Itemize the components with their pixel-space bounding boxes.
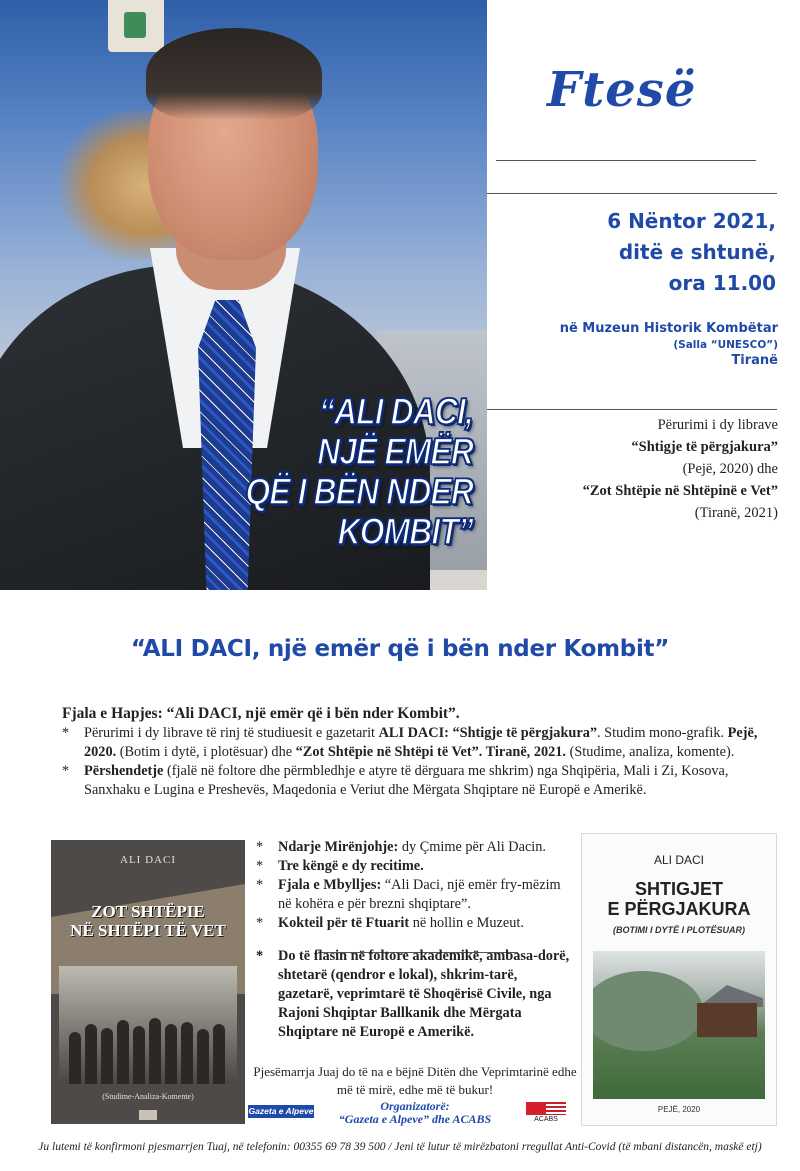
item-bold: Fjala e Mbylljes: xyxy=(278,877,382,893)
cover-author: ALI DACI xyxy=(120,854,176,866)
item-bold: Përshendetje xyxy=(84,763,164,779)
cover-title-line: ZOT SHTËPIE xyxy=(91,902,205,921)
invitation-panel xyxy=(487,0,800,590)
cover-author: ALI DACI xyxy=(653,853,704,867)
book1-info: (Pejë, 2020) dhe xyxy=(682,461,778,477)
hair xyxy=(146,28,322,120)
divider xyxy=(487,409,777,410)
item-bold: “Zot Shtëpie në Shtëpi të Vet”. Tiranë, 2021. xyxy=(295,744,566,760)
hero-quote-line2: NJË EMËR xyxy=(317,431,473,472)
list-item xyxy=(256,914,574,933)
main-headline: “ALI DACI, një emër që i bën nder Kombit” xyxy=(130,636,670,662)
cover-title-line: E PËRGJAKURA xyxy=(607,899,751,919)
book2-title: “Zot Shtëpie në Shtëpinë e Vet” xyxy=(582,483,778,499)
list-item xyxy=(256,857,574,876)
list-item xyxy=(62,724,780,762)
item-text: (Botim i dytë, i plotësuar) dhe xyxy=(116,744,296,760)
item-text: në hollin e Muzeut. xyxy=(409,915,524,931)
item-bold: Ndarje Mirënjohje: xyxy=(278,839,399,855)
hero-quote-line1: “ALI DACI, xyxy=(318,391,473,432)
bullet-icon: * xyxy=(256,948,264,964)
thanks-note: Pjesëmarrja Juaj do të na e bëjnë Ditën dhe Veprimtarinë edhe më të mirë, edhe më të bukur! xyxy=(253,1064,577,1097)
bullet-icon: * xyxy=(256,915,264,931)
organizers-label: Organizatorë: xyxy=(380,1099,450,1113)
gazeta-alpeve-logo: Gazeta e Alpeve xyxy=(248,1106,314,1116)
book-cover-shtigjet xyxy=(581,833,777,1126)
books-intro: Përurimi i dy librave xyxy=(657,417,778,433)
us-flag-icon xyxy=(546,1102,566,1115)
item-bold: Tre këngë e dy recitime. xyxy=(278,858,424,874)
item-text: “Ali Daci, një emër fry-mëzim në kohëra e për brezni shqiptare”. xyxy=(278,877,561,912)
divider xyxy=(487,193,777,194)
hero-quote xyxy=(189,392,473,552)
cover-title xyxy=(581,879,777,919)
footer-note: Ju lutemi të konfirmoni pjesmarrjen Tuaj, në telefonin: 00355 69 78 39 500 / Jeni të lutur të mirëzbatoni rregullat Anti-Covid (të mbani distancën, maskë etj) xyxy=(38,1141,762,1153)
venue-city: Tiranë xyxy=(731,353,778,368)
acabs-logo xyxy=(524,1100,568,1126)
venue-hall: (Salla “UNESCO”) xyxy=(673,339,778,351)
opening-speech: Fjala e Hapjes: “Ali DACI, një emër që i bën nder Kombit”. xyxy=(62,705,460,722)
program-list-continued xyxy=(256,838,574,1042)
time-line: ora 11.00 xyxy=(668,271,776,295)
acabs-logo-text: ACABS xyxy=(534,1116,558,1123)
day-line: ditë e shtunë, xyxy=(618,240,776,264)
portrait-photo xyxy=(0,0,487,590)
program-list xyxy=(62,704,780,800)
item-bold: Pejë, 2020. xyxy=(84,725,758,760)
divider xyxy=(496,160,756,161)
organizers-names: “Gazeta e Alpeve” dhe ACABS xyxy=(338,1112,492,1126)
book-cover-zot-shtepie xyxy=(51,840,245,1124)
albanian-flag-icon xyxy=(526,1102,546,1115)
item-text: (fjalë në foltore dhe përmbledhje e atyre të dërguara me shkrim) nga Shqipëria, Mali i Zi, Kosova, Sanxhaku e Lugina e Preshevës, Maqedonia e Veriut dhe Mërgata Shqiptare në Europë e Amerikë. xyxy=(84,763,729,798)
bullet-icon: * xyxy=(256,877,264,893)
bullet-icon: * xyxy=(62,725,70,741)
venue-name: në Muzeun Historik Kombëtar xyxy=(559,321,778,336)
cover-publication-place: PEJË, 2020 xyxy=(657,1105,701,1114)
book-launch-info xyxy=(583,414,778,524)
landscape-photo xyxy=(593,951,765,1099)
cover-title xyxy=(51,902,245,940)
item-bold: Kokteil për të Ftuarit xyxy=(278,915,410,931)
item-text: . Studim mono-grafik. xyxy=(597,725,728,741)
hero-quote-line3: QË I BËN NDER KOMBIT” xyxy=(245,471,473,552)
invitation-title: Ftesë xyxy=(547,62,697,118)
item-text: (Studime, analiza, komente). xyxy=(566,744,735,760)
cover-title-line: SHTIGJET xyxy=(634,879,723,899)
historic-group-photo xyxy=(59,966,237,1084)
event-date xyxy=(607,206,776,299)
list-item xyxy=(62,762,780,800)
bullet-icon: * xyxy=(256,839,264,855)
event-venue xyxy=(560,320,778,370)
book1-title: “Shtigje të përgjakura” xyxy=(631,439,778,455)
date-line: 6 Nëntor 2021, xyxy=(607,209,776,233)
bullet-icon: * xyxy=(62,763,70,779)
item-text: Do të flasin në foltore akademikë, ambasa-dorë, shtetarë (qendror e lokal), shkrim-tarë, gazetarë, veprimtarë të Shoqërisë Civile, nga Rajoni Shqiptar Ballkanik dhe Mërgata Shqiptare në Europë e Amerikë. xyxy=(278,948,570,1040)
book2-info: (Tiranë, 2021) xyxy=(694,505,778,521)
item-text: dy Çmime për Ali Dacin. xyxy=(398,839,547,855)
publisher-logo xyxy=(139,1110,157,1120)
cover-subtitle: (Studime-Analiza-Komente) xyxy=(102,1092,194,1101)
background-banner xyxy=(108,0,164,52)
cover-title-line: NË SHTËPI TË VET xyxy=(70,921,226,940)
item-bold: ALI DACI: “Shtigje të përgjakura” xyxy=(378,725,598,741)
item-text: Përurimi i dy librave të rinj të studiuesit e gazetarit xyxy=(84,725,379,741)
bullet-icon: * xyxy=(256,858,264,874)
list-item xyxy=(256,876,574,914)
list-item xyxy=(256,838,574,857)
cover-subtitle: (BOTIMI I DYTË I PLOTËSUAR) xyxy=(613,925,745,935)
list-item xyxy=(256,947,574,1042)
